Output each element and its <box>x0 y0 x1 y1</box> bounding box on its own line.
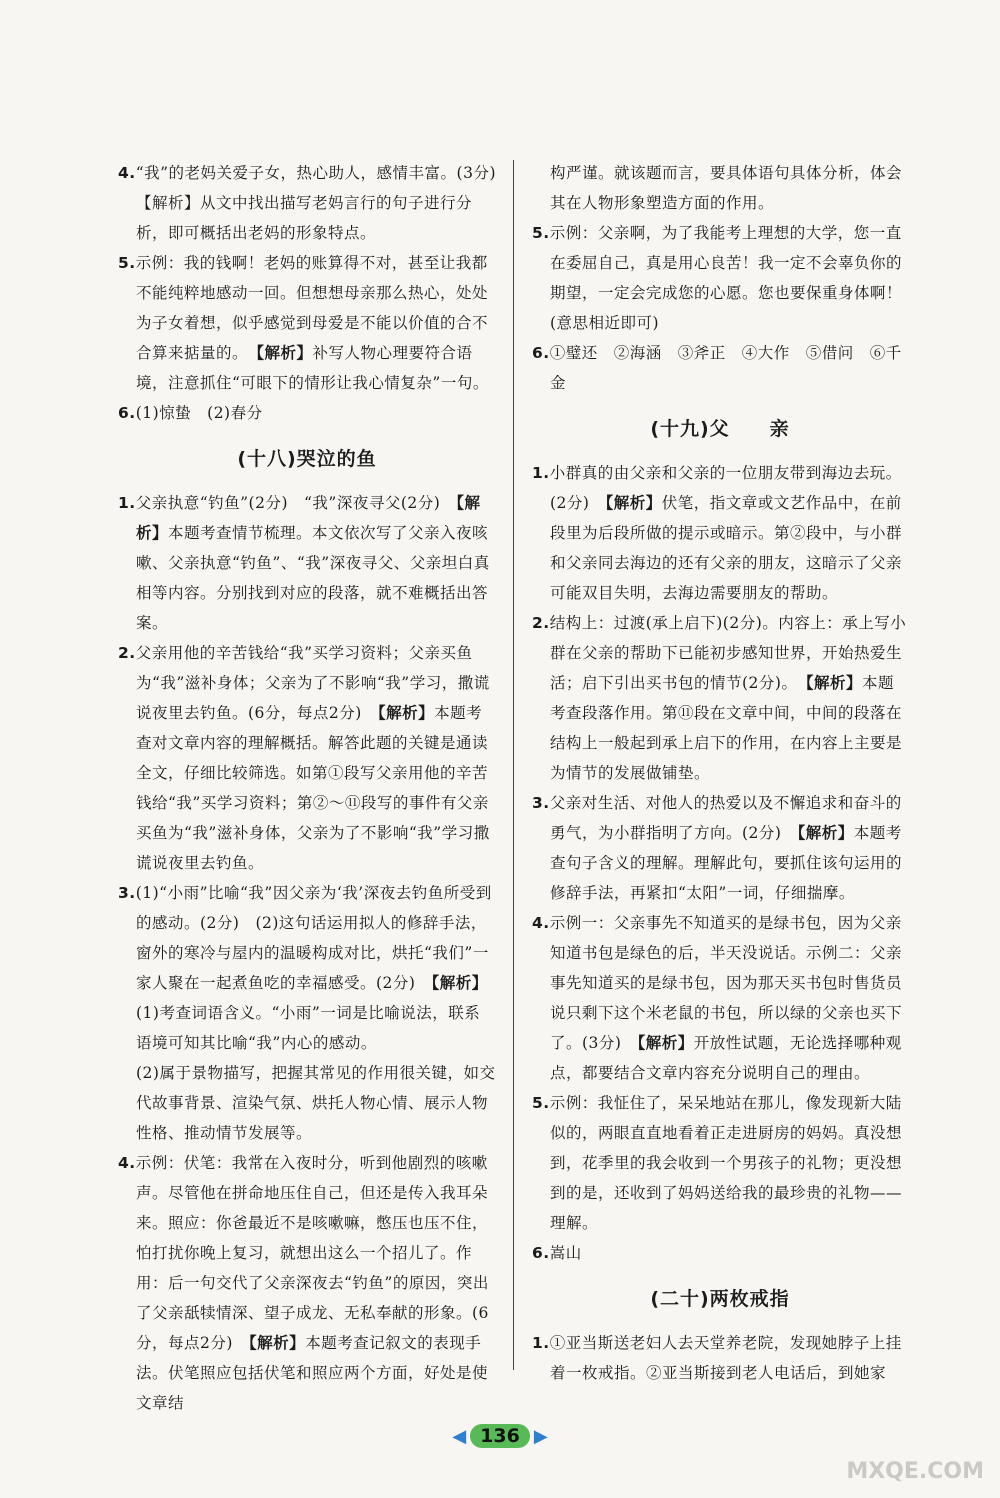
analysis-tag: 【解析】 <box>361 703 435 722</box>
answer-number: 1. <box>118 494 136 512</box>
answer-item <box>532 1238 908 1268</box>
answer-text: ①璧还 ②海涵 ③斧正 ④大作 ⑤借问 ⑥千金 <box>549 344 902 392</box>
answer-item <box>532 338 908 398</box>
answer-text: (2)属于景物描写，把握其常见的作用很关键，如交代故事背景、渲染气氛、烘托人物心情、展示人物性格、推动情节发展等。 <box>136 1064 496 1142</box>
column-divider <box>513 160 514 1370</box>
answer-item <box>118 1148 496 1418</box>
answer-item <box>532 458 908 608</box>
analysis-tag: 【解析】 <box>415 973 488 992</box>
left-items <box>118 488 496 1418</box>
answer-text: 从文中找出描写老妈言行的句子进行分析，即可概括出老妈的形象特点。 <box>136 194 473 242</box>
answer-text: ①亚当斯送老妇人去天堂养老院，发现她脖子上挂着一枚戒指。②亚当斯接到老人电话后，到她家 <box>549 1334 902 1382</box>
analysis-text: (1)考查词语含义。“小雨”一词是比喻说法，联系语境可知其比喻“我”内心的感动。 <box>136 1004 481 1052</box>
answer-number: 4. <box>532 914 550 932</box>
answer-text: 构严谨。就该题而言，要具体语句具体分析，体会其在人物形象塑造方面的作用。 <box>550 164 903 212</box>
answer-item <box>532 788 908 908</box>
answer-item <box>118 488 496 638</box>
answer-item <box>118 1058 496 1148</box>
left-arrow-icon: ◀ <box>452 1425 467 1447</box>
analysis-tag: 【解析】 <box>789 673 862 692</box>
right-column <box>532 158 908 1388</box>
answer-item <box>532 1328 908 1388</box>
analysis-tag: 【解析】 <box>621 1033 694 1052</box>
analysis-text: 本题考查情节梳理。本文依次写了父亲入夜咳嗽、父亲执意“钓鱼”、“我”深夜寻父、父亲坦白真相等内容。分别找到对应的段落，就不难概括出答案。 <box>136 524 490 632</box>
answer-item <box>118 878 496 1058</box>
analysis-tag: 【解析】 <box>232 1333 306 1352</box>
answer-item <box>118 398 496 428</box>
analysis-text: 本题考查段落作用。第⑪段在文章中间，中间的段落在结构上一般起到承上启下的作用，在内容上主要是为情节的发展做铺垫。 <box>550 674 903 782</box>
analysis-tag: 【解析】 <box>781 823 854 842</box>
answer-item <box>532 608 908 788</box>
answer-item <box>532 908 908 1088</box>
answer-item <box>532 1088 908 1238</box>
answer-item <box>118 248 496 398</box>
answer-text: 父亲对生活、对他人的热爱以及不懈追求和奋斗的勇气，为小群指明了方向。(2分) <box>549 794 902 842</box>
answer-number: 3. <box>118 884 136 902</box>
answer-number: 4. <box>118 164 136 182</box>
analysis-text: 补写人物心理要符合语境，注意抓住“可眼下的情形让我心情复杂”一句。 <box>136 344 489 392</box>
answer-number: 6. <box>532 344 550 362</box>
left-pre-items <box>118 158 496 428</box>
answer-number: 1. <box>532 1334 550 1352</box>
answer-number: 6. <box>532 1244 550 1262</box>
answer-text: 示例一：父亲事先不知道买的是绿书包，因为父亲知道书包是绿色的后，半天没说话。示例二：父亲事先知道买的是绿书包，因为那天买书包时售货员说只剩下这个米老鼠的书包，所以绿的父亲也买下了。(3分) <box>549 914 903 1052</box>
analysis-tag: 【解析】 <box>589 493 662 512</box>
page-number-badge <box>452 1424 547 1448</box>
page-number: 136 <box>470 1424 530 1448</box>
answer-item <box>532 218 908 338</box>
answer-number: 2. <box>118 644 136 662</box>
right-items <box>532 458 908 1268</box>
answer-item <box>118 158 496 188</box>
section-title-18: (十八)哭泣的鱼 <box>237 448 377 470</box>
analysis-text: 伏笔，指文章或文艺作品中，在前段里为后段所做的提示或暗示。第②段中，与小群和父亲同去海边的还有父亲的朋友，这暗示了父亲可能双目失明，去海边需要朋友的帮助。 <box>550 494 903 602</box>
answer-number: 6. <box>118 404 136 422</box>
analysis-text: 开放性试题，无论选择哪种观点，都要结合文章内容充分说明自己的理由。 <box>550 1034 902 1082</box>
answer-text: 父亲执意“钓鱼”(2分) “我”深夜寻父(2分) <box>135 494 441 512</box>
answer-number: 1. <box>532 464 550 482</box>
analysis-text: 本题考查记叙文的表现手法。伏笔照应包括伏笔和照应两个方面，好处是使文章结 <box>136 1334 489 1412</box>
answer-item <box>118 638 496 878</box>
analysis-text: 本题考查句子含义的理解。理解此句，要抓住该句运用的修辞手法，再紧扣“太阳”一词，仔细揣摩。 <box>550 824 903 902</box>
answer-text: 小群真的由父亲和父亲的一位朋友带到海边去玩。(2分) <box>549 464 902 512</box>
answer-item <box>118 188 496 248</box>
answer-text: 示例：父亲啊，为了我能考上理想的大学，您一直在委屈自己，真是用心良苦！我一定不会辜负你的期望，一定会完成您的心愿。您也要保重身体啊！(意思相近即可) <box>549 224 903 332</box>
answer-text: 示例：伏笔：我常在入夜时分，听到他剧烈的咳嗽声。尽管他在拼命地压住自己，但还是传入我耳朵来。照应：你爸最近不是咳嗽嘛，憋压也压不住，怕打扰你晚上复习，就想出这么一个招儿了。作用：后一句交代了父亲深夜去“钓鱼”的原因，突出了父亲舐犊情深、望子成龙、无私奉献的形象。(6分，每点2分) <box>135 1154 489 1352</box>
section-title-19: (十九)父 亲 <box>650 418 790 440</box>
watermark-text: MXQE.COM <box>846 1459 984 1484</box>
answer-text: “我”的老妈关爱子女，热心助人，感情丰富。(3分) <box>135 164 496 182</box>
answer-text: 示例：我的钱啊！老妈的账算得不对，甚至让我都不能纯粹地感动一回。但想想母亲那么热心，处处为子女着想，似乎感觉到母爱是不能以价值的合不合算来掂量的。 <box>135 254 489 362</box>
answer-text: 嵩山 <box>549 1244 582 1262</box>
answer-text: 结构上：过渡(承上启下)(2分)。内容上：承上写小群在父亲的帮助下已能初步感知世界，开始热爱生活；启下引出买书包的情节(2分)。 <box>549 614 907 692</box>
right-pre-items <box>532 158 908 398</box>
analysis-tag: 【解析】 <box>136 194 201 212</box>
answer-number: 5. <box>532 224 550 242</box>
right-arrow-icon: ▶ <box>533 1425 548 1447</box>
right-items-2 <box>532 1328 908 1388</box>
answer-number: 5. <box>118 254 136 272</box>
page-footer <box>0 1424 1000 1452</box>
answer-number: 4. <box>118 1154 136 1172</box>
answer-text: 父亲用他的辛苦钱给“我”买学习资料；父亲买鱼为“我”滋补身体；父亲为了不影响“我”学习，撒谎说夜里去钓鱼。(6分，每点2分) <box>135 644 490 722</box>
answer-text: (1)“小雨”比喻“我”因父亲为‘我’深夜去钓鱼所受到的感动。(2分) (2)这句话运用拟人的修辞手法，窗外的寒冷与屋内的温暖构成对比，烘托“我们”一家人聚在一起煮鱼吃的幸福感受。(2分) <box>135 884 492 992</box>
answer-number: 2. <box>532 614 550 632</box>
answer-text: (1)惊蛰 (2)春分 <box>135 404 263 422</box>
analysis-tag: 【解析】 <box>240 343 313 362</box>
section-title-20: (二十)两枚戒指 <box>650 1288 790 1310</box>
answer-text: 示例：我怔住了，呆呆地站在那儿，像发现新大陆似的，两眼直直地看着正走进厨房的妈妈。真没想到，花季里的我会收到一个男孩子的礼物；更没想到的是，还收到了妈妈送给我的最珍贵的礼物——理解。 <box>549 1094 903 1232</box>
answer-number: 3. <box>532 794 550 812</box>
answer-number: 5. <box>532 1094 550 1112</box>
analysis-text: 本题考查对文章内容的理解概括。解答此题的关键是通读全文，仔细比较筛选。如第①段写父亲用他的辛苦钱给“我”买学习资料；第②～⑪段写的事件有父亲买鱼为“我”滋补身体，父亲为了不影响“我”学习撒谎说夜里去钓鱼。 <box>136 704 490 872</box>
analysis-tag: 【解析】 <box>136 493 481 542</box>
answer-item <box>532 158 908 218</box>
left-column <box>118 158 496 1418</box>
